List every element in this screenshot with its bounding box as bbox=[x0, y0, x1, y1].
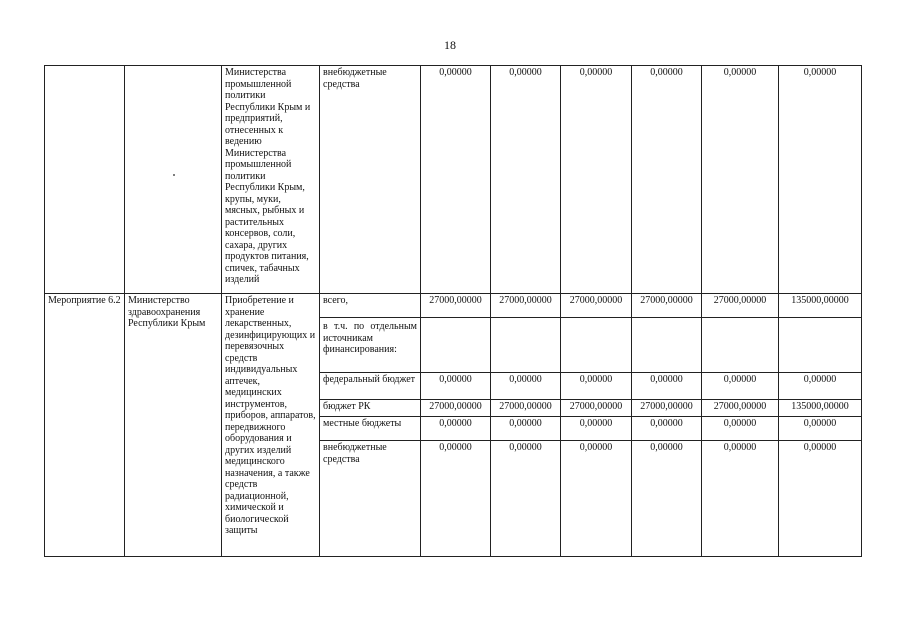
funding-source-label: внебюджетные средства bbox=[320, 66, 421, 294]
funding-source-label: федеральный бюджет bbox=[320, 373, 421, 400]
value-cell bbox=[561, 318, 632, 373]
value-cell: 0,00000 bbox=[491, 441, 561, 557]
page-number: 18 bbox=[444, 38, 456, 52]
value-cell: 0,00000 bbox=[421, 373, 491, 400]
activity-name: Мероприятие 6.2 bbox=[45, 294, 125, 557]
value-cell: 0,00000 bbox=[561, 417, 632, 441]
value-cell bbox=[421, 318, 491, 373]
value-cell: 0,00000 bbox=[491, 417, 561, 441]
scan-speck bbox=[173, 174, 175, 176]
value-cell bbox=[491, 318, 561, 373]
value-cell: 0,00000 bbox=[632, 441, 702, 557]
value-cell: 0,00000 bbox=[421, 417, 491, 441]
value-cell: 0,00000 bbox=[561, 441, 632, 557]
value-cell: 27000,00000 bbox=[421, 400, 491, 417]
executor-cell bbox=[125, 66, 222, 294]
table-row-total bbox=[45, 294, 862, 318]
value-cell: 0,00000 bbox=[421, 66, 491, 294]
value-cell: 0,00000 bbox=[779, 441, 862, 557]
funding-source-label: в т.ч. по отдельным источникам финансирования: bbox=[320, 318, 421, 373]
activity-description: Министерства промышленной политики Республики Крым и предприятий, отнесенных к ведению Министерства промышленной политики Республики Крым, крупы, муки, мясных, рыбных и растительных консервов, соли, сахара, других продуктов питания, спичек, табачных изделий bbox=[222, 66, 320, 294]
value-cell: 0,00000 bbox=[779, 417, 862, 441]
value-cell bbox=[632, 318, 702, 373]
value-cell bbox=[779, 318, 862, 373]
value-cell: 0,00000 bbox=[632, 417, 702, 441]
value-cell: 0,00000 bbox=[491, 66, 561, 294]
funding-source-label: местные бюджеты bbox=[320, 417, 421, 441]
value-cell: 0,00000 bbox=[632, 373, 702, 400]
value-cell: 135000,00000 bbox=[779, 400, 862, 417]
value-cell: 27000,00000 bbox=[632, 400, 702, 417]
activity-name-cell bbox=[45, 66, 125, 294]
value-cell: 0,00000 bbox=[491, 373, 561, 400]
value-cell: 0,00000 bbox=[702, 441, 779, 557]
value-cell: 0,00000 bbox=[779, 66, 862, 294]
value-cell: 27000,00000 bbox=[491, 400, 561, 417]
value-cell bbox=[702, 318, 779, 373]
activity-executor: Министерство здравоохранения Республики Крым bbox=[125, 294, 222, 557]
table-row-continued bbox=[45, 66, 862, 294]
value-cell: 27000,00000 bbox=[421, 294, 491, 318]
funding-table bbox=[44, 65, 862, 557]
value-cell: 27000,00000 bbox=[702, 294, 779, 318]
value-cell: 0,00000 bbox=[632, 66, 702, 294]
value-cell: 0,00000 bbox=[561, 373, 632, 400]
value-cell: 0,00000 bbox=[421, 441, 491, 557]
value-cell: 135000,00000 bbox=[779, 294, 862, 318]
value-cell: 0,00000 bbox=[561, 66, 632, 294]
value-cell: 27000,00000 bbox=[491, 294, 561, 318]
value-cell: 0,00000 bbox=[702, 66, 779, 294]
value-cell: 27000,00000 bbox=[561, 400, 632, 417]
value-cell: 0,00000 bbox=[779, 373, 862, 400]
funding-source-label: всего, bbox=[320, 294, 421, 318]
funding-source-label: бюджет РК bbox=[320, 400, 421, 417]
funding-source-label: внебюджетные средства bbox=[320, 441, 421, 557]
value-cell: 0,00000 bbox=[702, 373, 779, 400]
value-cell: 27000,00000 bbox=[632, 294, 702, 318]
value-cell: 27000,00000 bbox=[702, 400, 779, 417]
activity-description: Приобретение и хранение лекарственных, дезинфицирующих и перевязочных средств индивидуальных аптечек, медицинских инструментов, приборов, аппаратов, передвижного оборудования и других изделий медицинского назначения, а также средств радиационной, химической и биологической защиты bbox=[222, 294, 320, 557]
value-cell: 0,00000 bbox=[702, 417, 779, 441]
value-cell: 27000,00000 bbox=[561, 294, 632, 318]
